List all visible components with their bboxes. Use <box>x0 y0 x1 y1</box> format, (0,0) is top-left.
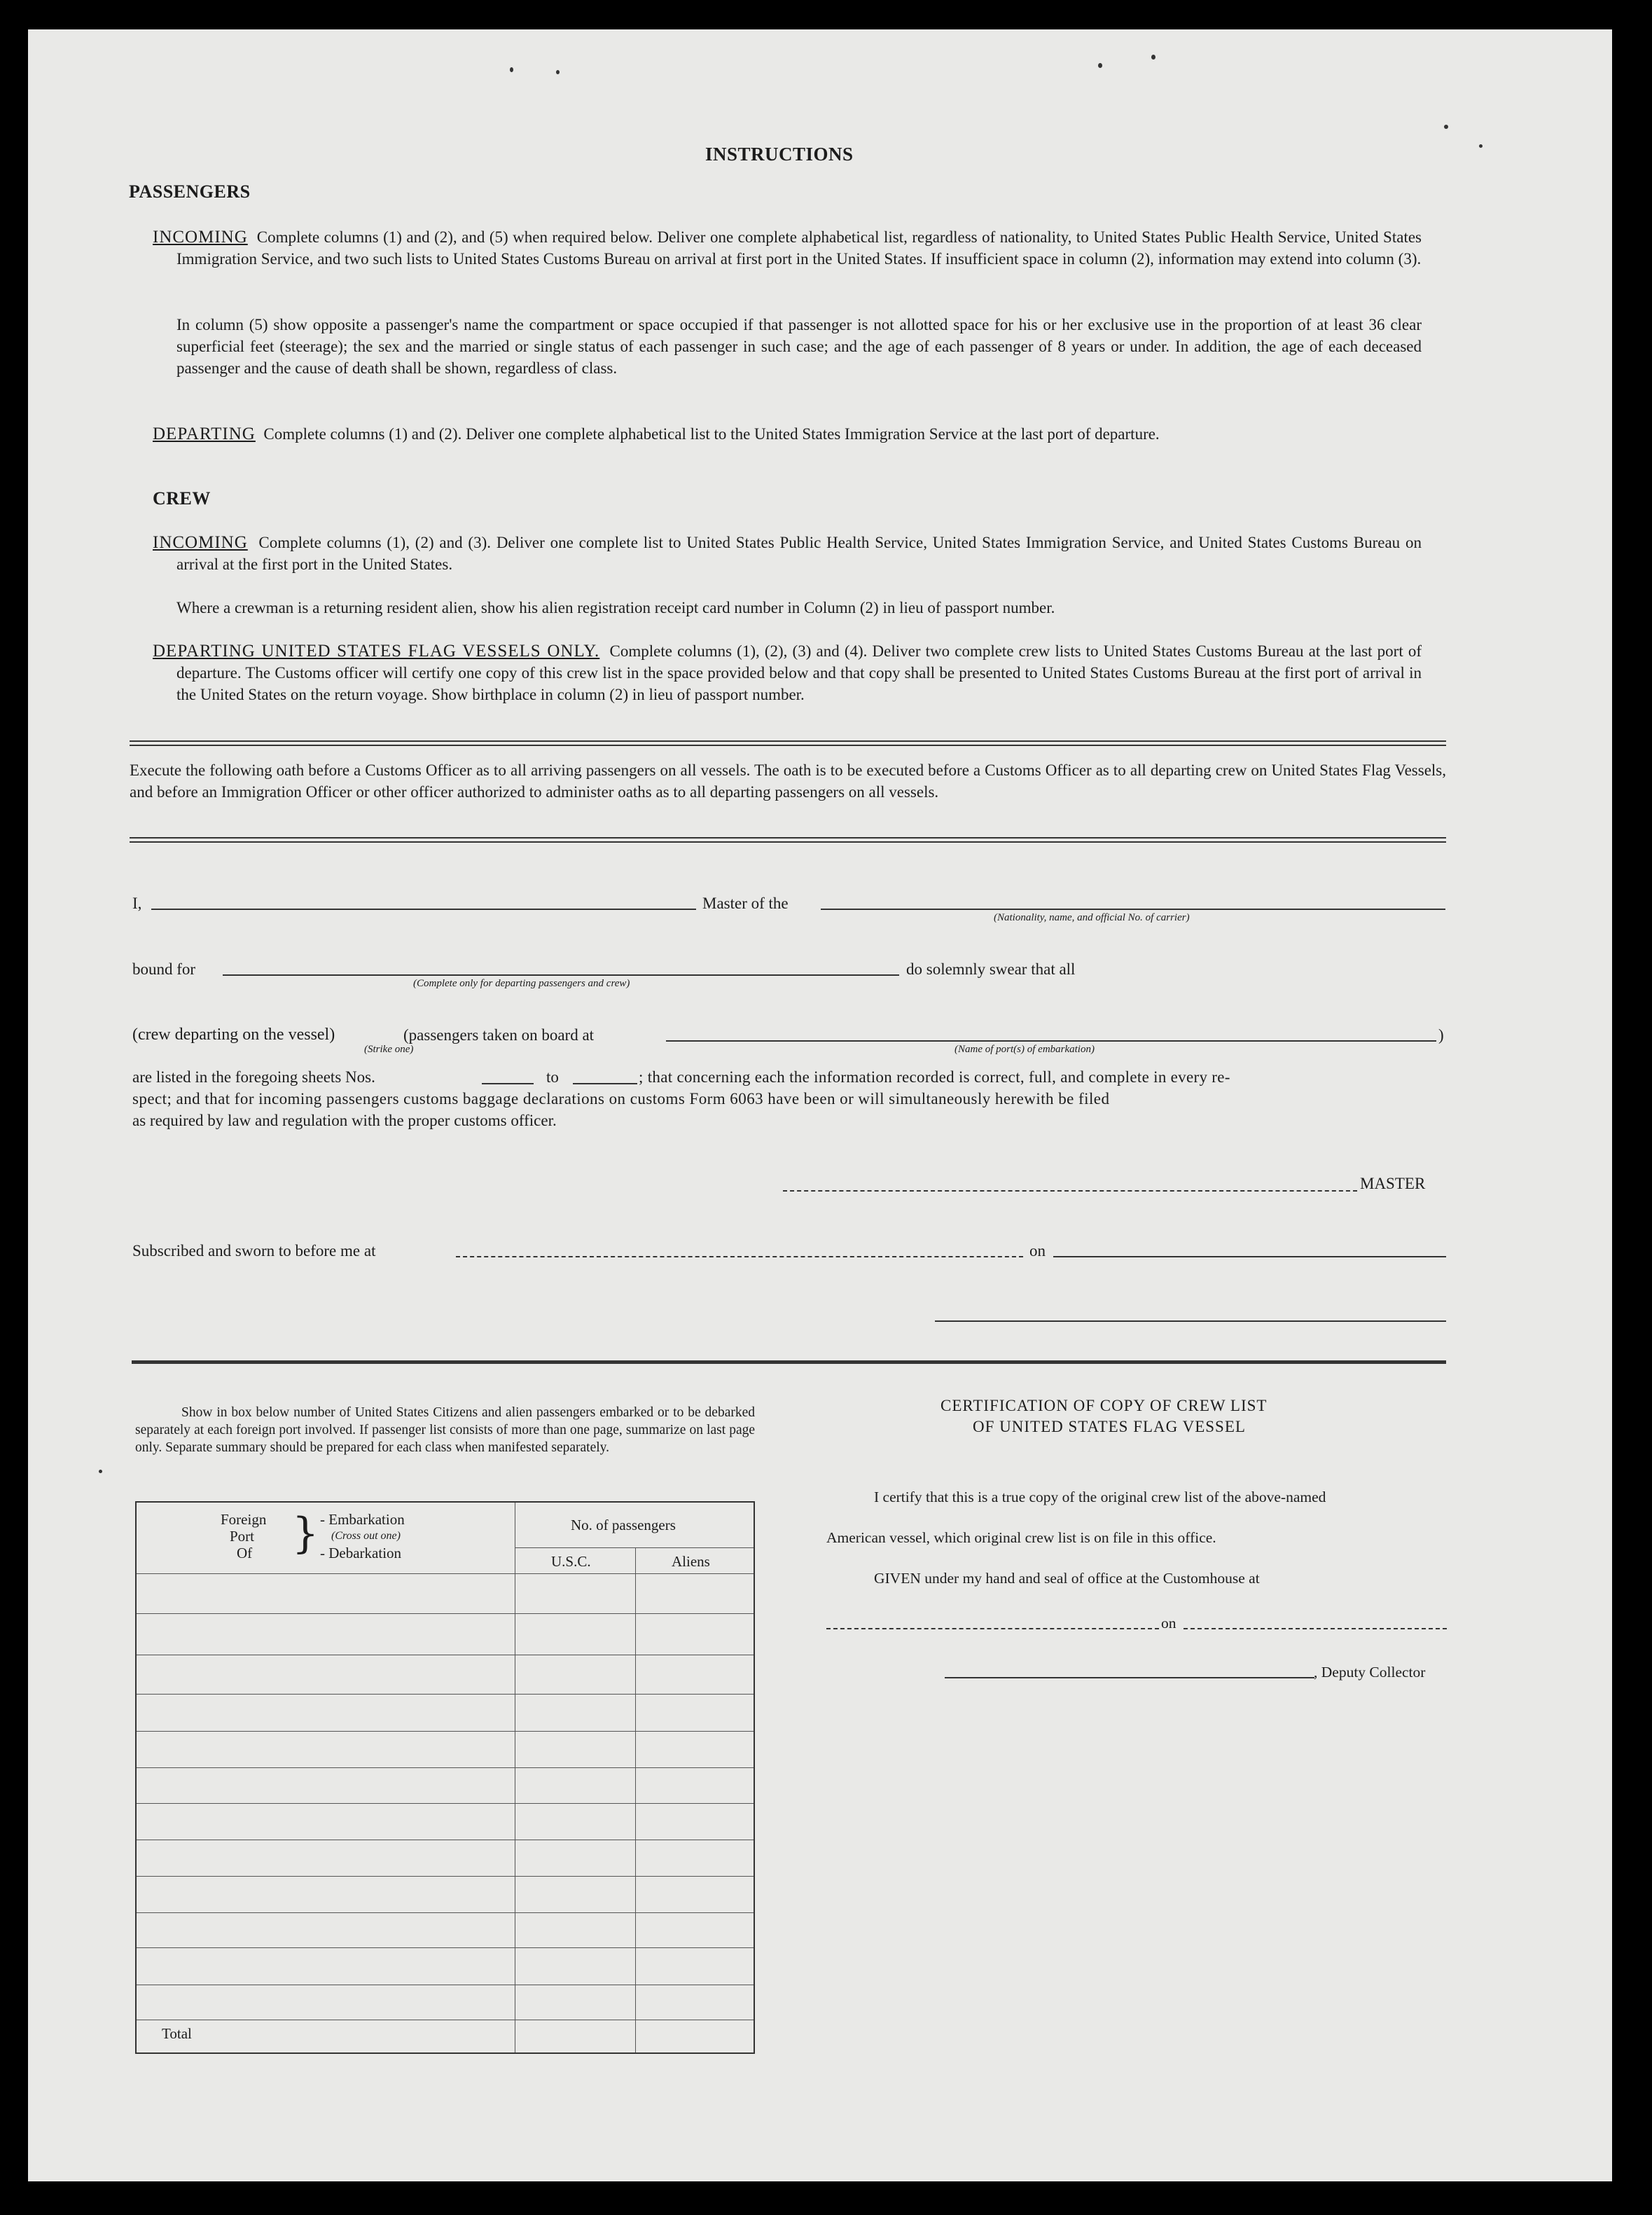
passengers-column5-text: In column (5) show opposite a passenger's name the compartment or space occupied if that passenger is not allotted space for his or her exclusive use in the proportion of at least 36 clear superficial feet (steerage); the sex and the married or single status of each passenger in such case; and the age of each passenger of 8 years or under. In addition, the age of each deceased passenger and the cause of death shall be shown, regardless of class. <box>176 316 1422 377</box>
scan-speck <box>510 67 513 72</box>
scan-speck <box>1151 55 1155 60</box>
crew-departing-paragraph <box>153 640 1422 705</box>
certify-line2: American vessel, which original crew list is on file in this office. <box>826 1529 1216 1546</box>
crew-incoming-text: Complete columns (1), (2) and (3). Deliver one complete list to United States Public Health Service, United States Immigration Service, and United States Customs Bureau on arrival at the first port in the United States. <box>176 534 1422 573</box>
debarkation-option[interactable]: - Debarkation <box>320 1545 402 1561</box>
aliens-header: Aliens <box>672 1553 710 1570</box>
passengers-heading: PASSENGERS <box>129 181 251 202</box>
crew-crewman-text: Where a crewman is a returning resident alien, show his alien registration receipt card number in Column (2) in lieu of passport number. <box>176 599 1055 616</box>
crew-incoming-label: INCOMING <box>153 533 248 552</box>
carrier-note: (Nationality, name, and official No. of carrier) <box>994 912 1190 923</box>
master-name-field[interactable] <box>151 909 696 910</box>
summary-intro-text: Show in box below number of United States Citizens and alien passengers embarked or to be debarked separately at each foreign port involved. If passenger list consists of more than one page, summarize on last page only. Separate summary should be prepared for each class when manifested separately. <box>135 1405 755 1455</box>
swear-label: do solemnly swear that all <box>906 960 1076 978</box>
oath-line2: spect; and that for incoming passengers customs baggage declarations on customs Form 6063 have been or will simultaneously herewith be filed <box>132 1090 1110 1108</box>
strike-one-note: (Strike one) <box>364 1044 414 1055</box>
crew-crewman-paragraph <box>176 597 1422 619</box>
table-row-line <box>137 1876 754 1877</box>
table-vline-2 <box>635 1547 636 2052</box>
no-passengers-header: No. of passengers <box>571 1517 676 1533</box>
table-row-line <box>137 1613 754 1614</box>
oath-line3: as required by law and regulation with the proper customs officer. <box>132 1112 557 1129</box>
scan-speck <box>556 70 560 74</box>
scan-speck <box>1479 144 1483 148</box>
passengers-taken-option[interactable]: (passengers taken on board at <box>403 1026 595 1044</box>
table-row-line <box>137 1912 754 1913</box>
table-header-split <box>515 1547 754 1548</box>
passengers-departing-text: Complete columns (1) and (2). Deliver one complete alphabetical list to the United States Immigration Service at the last port of departure. <box>263 425 1160 443</box>
divider-1 <box>130 740 1446 746</box>
page-title: INSTRUCTIONS <box>705 144 854 165</box>
customhouse-field[interactable] <box>826 1628 1159 1629</box>
total-label: Total <box>162 2025 192 2042</box>
foreign-label: Foreign <box>221 1511 267 1528</box>
to-label: to <box>546 1068 559 1086</box>
crew-departing-label: DEPARTING UNITED STATES FLAG VESSELS ONLY. <box>153 642 600 661</box>
oath-instructions-text: Execute the following oath before a Customs Officer as to all arriving passengers on all vessels. The oath is to be executed before a Customs Officer as to all departing crew on United States Flag Vessels, and before an Immigration Officer or other officer authorized to administer oaths as to all departing passengers on all vessels. <box>130 761 1446 801</box>
usc-header: U.S.C. <box>551 1553 591 1570</box>
certify-line1: I certify that this is a true copy of the original crew list of the above-named <box>874 1489 1326 1505</box>
deputy-signature-line[interactable] <box>945 1677 1314 1678</box>
passengers-column5-paragraph <box>176 314 1422 379</box>
sheet-to-field[interactable] <box>573 1083 637 1084</box>
bound-for-note: (Complete only for departing passengers and crew) <box>413 978 630 989</box>
table-row-line <box>137 1947 754 1948</box>
deputy-collector-label: , Deputy Collector <box>1314 1664 1426 1681</box>
close-paren: ) <box>1438 1026 1444 1044</box>
passenger-summary-table <box>135 1501 755 2054</box>
official-signature-line[interactable] <box>935 1320 1446 1322</box>
passengers-incoming-text: Complete columns (1) and (2), and (5) when required below. Deliver one complete alphabetical list, regardless of nationality, to United States Public Health Service, United States Immigration Service, and two such lists to United States Customs Bureau on arrival at first port in the United States. If insufficient space in column (2), information may extend into column (3). <box>176 228 1422 268</box>
table-row-line <box>137 1731 754 1732</box>
listed-rest: ; that concerning each the information recorded is correct, full, and complete in every re- <box>639 1068 1230 1086</box>
subscribed-label: Subscribed and sworn to before me at <box>132 1242 376 1260</box>
table-row-line <box>137 1694 754 1695</box>
crew-departing-text: Complete columns (1), (2), (3) and (4). Deliver two complete crew lists to United States Customs Bureau at the last port of departure. The Customs officer will certify one copy of this crew list in the space provided below and that copy shall be presented to United States Customs Bureau at the first port of arrival in the United States on the return voyage. Show birthplace in column (2) in lieu of passport number. <box>176 642 1422 703</box>
certification-title-1: CERTIFICATION OF COPY OF CREW LIST <box>940 1397 1268 1414</box>
sworn-date-field[interactable] <box>1053 1256 1446 1257</box>
port-field[interactable] <box>666 1040 1436 1042</box>
master-signature-line[interactable] <box>783 1190 1357 1192</box>
listed-start: are listed in the foregoing sheets Nos. <box>132 1068 375 1086</box>
table-row-line <box>137 1767 754 1768</box>
divider-2 <box>130 837 1446 843</box>
bound-for-field[interactable] <box>223 974 899 976</box>
certification-on-label: on <box>1161 1615 1176 1631</box>
bound-for-label: bound for <box>132 960 196 978</box>
port-note: (Name of port(s) of embarkation) <box>955 1044 1095 1055</box>
passengers-departing-paragraph <box>153 423 1422 445</box>
crew-departing-option[interactable]: (crew departing on the vessel) <box>132 1026 335 1044</box>
oath-instructions <box>130 759 1446 803</box>
table-row-line <box>137 1803 754 1804</box>
brace-icon: } <box>292 1509 319 1558</box>
crew-incoming-paragraph <box>153 532 1422 575</box>
sheet-from-field[interactable] <box>482 1083 534 1084</box>
divider-3 <box>132 1360 1446 1364</box>
passengers-incoming-paragraph <box>153 226 1422 270</box>
cross-out-note: (Cross out one) <box>331 1530 401 1542</box>
certification-date-field[interactable] <box>1184 1628 1447 1629</box>
of-label: Of <box>237 1545 253 1561</box>
oath-i-label: I, <box>132 895 142 912</box>
sworn-on-label: on <box>1029 1242 1046 1260</box>
master-label: MASTER <box>1360 1175 1426 1192</box>
sworn-place-field[interactable] <box>456 1256 1023 1257</box>
carrier-field[interactable] <box>821 909 1445 910</box>
scan-speck <box>1098 63 1102 68</box>
port-label: Port <box>230 1528 255 1545</box>
summary-intro <box>135 1404 755 1456</box>
scan-speck <box>1444 125 1448 129</box>
certification-title-2: OF UNITED STATES FLAG VESSEL <box>973 1418 1246 1435</box>
crew-heading: CREW <box>153 488 211 509</box>
table-row-line <box>137 1573 754 1574</box>
given-line: GIVEN under my hand and seal of office at the Customhouse at <box>874 1570 1260 1587</box>
embarkation-option[interactable]: - Embarkation <box>320 1511 405 1528</box>
passengers-departing-label: DEPARTING <box>153 425 256 443</box>
passengers-incoming-label: INCOMING <box>153 228 248 247</box>
scan-speck <box>99 1470 102 1473</box>
master-of-the-label: Master of the <box>702 895 789 912</box>
